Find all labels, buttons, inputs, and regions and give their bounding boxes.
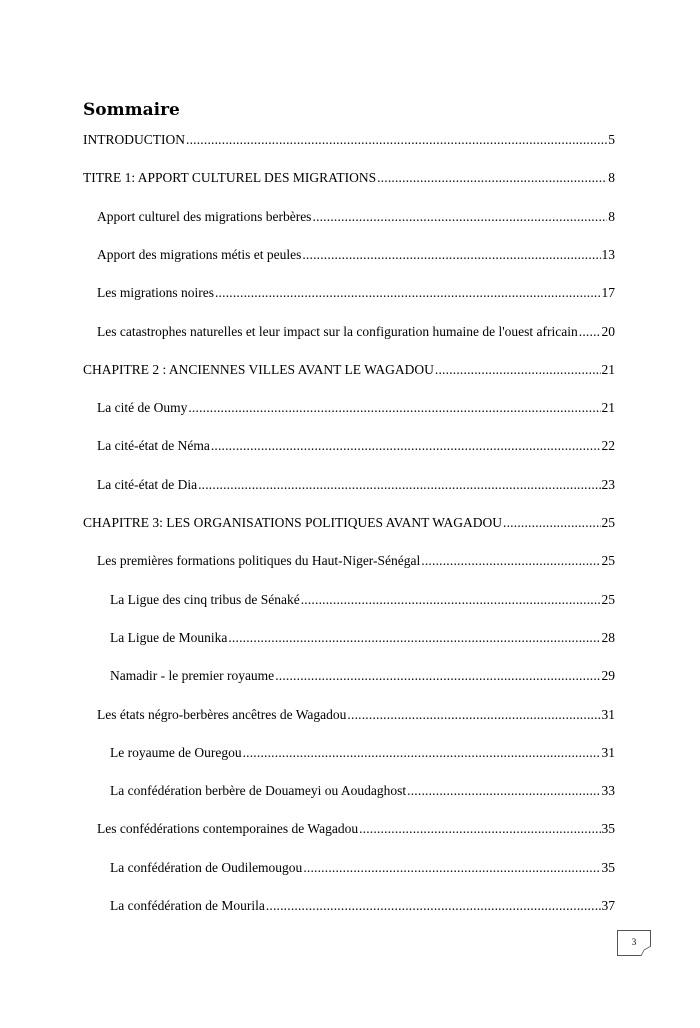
toc-entry-page: 21 bbox=[601, 362, 615, 377]
toc-entry-page: 22 bbox=[601, 438, 615, 453]
toc-entry-page: 8 bbox=[608, 170, 615, 185]
toc-leader-dots bbox=[215, 285, 601, 301]
toc-entry[interactable] bbox=[83, 515, 615, 531]
toc-entry[interactable] bbox=[97, 477, 615, 493]
toc-entry[interactable] bbox=[110, 745, 615, 761]
toc-leader-dots bbox=[301, 592, 601, 608]
toc-entry-label: La confédération berbère de Douameyi ou Aoudaghost bbox=[110, 783, 407, 798]
toc-leader-dots bbox=[377, 170, 607, 186]
toc-entry-page: 28 bbox=[601, 630, 615, 645]
toc-entry-label: Apport des migrations métis et peules bbox=[97, 247, 302, 262]
toc-entry-page: 17 bbox=[601, 285, 615, 300]
toc-entry-label: Le royaume de Ouregou bbox=[110, 745, 242, 760]
toc-entry-page: 35 bbox=[601, 860, 615, 875]
toc-title: Sommaire bbox=[83, 100, 180, 120]
toc-entry-page: 25 bbox=[601, 592, 615, 607]
toc-entry[interactable] bbox=[97, 324, 615, 340]
page-number-box bbox=[617, 930, 651, 956]
toc-entry-page: 25 bbox=[601, 553, 615, 568]
toc-leader-dots bbox=[421, 553, 600, 569]
toc-leader-dots bbox=[359, 821, 600, 837]
toc-entry-label: La Ligue de Mounika bbox=[110, 630, 228, 645]
toc-entry-label: La cité-état de Néma bbox=[97, 438, 210, 453]
toc-entry-label: Les migrations noires bbox=[97, 285, 214, 300]
toc-entry-page: 23 bbox=[601, 477, 615, 492]
toc-entry[interactable] bbox=[110, 592, 615, 608]
toc-leader-dots bbox=[188, 400, 600, 416]
toc-entry[interactable] bbox=[83, 170, 615, 186]
toc-entry-page: 33 bbox=[601, 783, 615, 798]
toc-leader-dots bbox=[243, 745, 601, 761]
toc-leader-dots bbox=[198, 477, 600, 493]
toc-entry-label: Les confédérations contemporaines de Wagadou bbox=[97, 821, 359, 836]
toc-entry-label: Les états négro-berbères ancêtres de Wagadou bbox=[97, 707, 347, 722]
toc-entry[interactable] bbox=[110, 860, 615, 876]
toc-entry-label: La cité de Oumy bbox=[97, 400, 188, 415]
toc-entry-page: 20 bbox=[601, 324, 615, 339]
toc-leader-dots bbox=[275, 668, 600, 684]
toc-entry[interactable] bbox=[83, 362, 615, 378]
toc-entry[interactable] bbox=[97, 209, 615, 225]
toc-entry-label: CHAPITRE 3: LES ORGANISATIONS POLITIQUES AVANT WAGADOU bbox=[83, 515, 503, 530]
toc-entry-page: 31 bbox=[601, 707, 615, 722]
toc-leader-dots bbox=[211, 438, 601, 454]
toc-entry[interactable] bbox=[110, 783, 615, 799]
toc-entry-page: 13 bbox=[601, 247, 615, 262]
toc-entry-label: La confédération de Oudilemougou bbox=[110, 860, 303, 875]
page-number: 3 bbox=[631, 937, 637, 947]
toc-entry[interactable] bbox=[97, 438, 615, 454]
toc-entry-page: 8 bbox=[608, 209, 615, 224]
toc-leader-dots bbox=[303, 860, 600, 876]
toc-entry-label: La confédération de Mourila bbox=[110, 898, 265, 913]
toc-entry-label: Apport culturel des migrations berbères bbox=[97, 209, 312, 224]
toc-leader-dots bbox=[347, 707, 600, 723]
toc-entry-page: 21 bbox=[601, 400, 615, 415]
toc-entry-page: 35 bbox=[601, 821, 615, 836]
toc-entry-page: 25 bbox=[601, 515, 615, 530]
toc-leader-dots bbox=[435, 362, 601, 378]
toc-entry-label: La cité-état de Dia bbox=[97, 477, 198, 492]
toc-entry[interactable] bbox=[97, 553, 615, 569]
toc-entry-page: 29 bbox=[601, 668, 615, 683]
toc-leader-dots bbox=[186, 132, 607, 148]
toc-entry[interactable] bbox=[97, 821, 615, 837]
toc-entry[interactable] bbox=[97, 400, 615, 416]
toc-entry-label: TITRE 1: APPORT CULTUREL DES MIGRATIONS bbox=[83, 170, 377, 185]
toc-entry-label: Namadir - le premier royaume bbox=[110, 668, 275, 683]
toc-entry[interactable] bbox=[97, 285, 615, 301]
toc-entry-label: Les catastrophes naturelles et leur impact sur la configuration humaine de l'ouest africain bbox=[97, 324, 578, 339]
toc-entry[interactable] bbox=[110, 668, 615, 684]
toc-leader-dots bbox=[302, 247, 600, 263]
toc-entry[interactable] bbox=[110, 630, 615, 646]
toc-entry-page: 37 bbox=[601, 898, 615, 913]
toc-leader-dots bbox=[266, 898, 601, 914]
toc-entry[interactable] bbox=[110, 898, 615, 914]
toc-leader-dots bbox=[503, 515, 600, 531]
toc-leader-dots bbox=[228, 630, 600, 646]
toc-entry-label: La Ligue des cinq tribus de Sénaké bbox=[110, 592, 300, 607]
page-curl-icon bbox=[641, 946, 651, 956]
toc-leader-dots bbox=[407, 783, 600, 799]
toc-entry-label: Les premières formations politiques du Haut-Niger-Sénégal bbox=[97, 553, 421, 568]
toc-entry-page: 5 bbox=[608, 132, 615, 147]
toc-entry[interactable] bbox=[97, 247, 615, 263]
toc-entry[interactable] bbox=[83, 132, 615, 148]
toc-leader-dots bbox=[579, 324, 601, 340]
toc-leader-dots bbox=[312, 209, 607, 225]
toc-entry[interactable] bbox=[97, 707, 615, 723]
toc-entry-label: CHAPITRE 2 : ANCIENNES VILLES AVANT LE WAGADOU bbox=[83, 362, 434, 377]
toc-entry-label: INTRODUCTION bbox=[83, 132, 185, 147]
toc-entry-page: 31 bbox=[601, 745, 615, 760]
